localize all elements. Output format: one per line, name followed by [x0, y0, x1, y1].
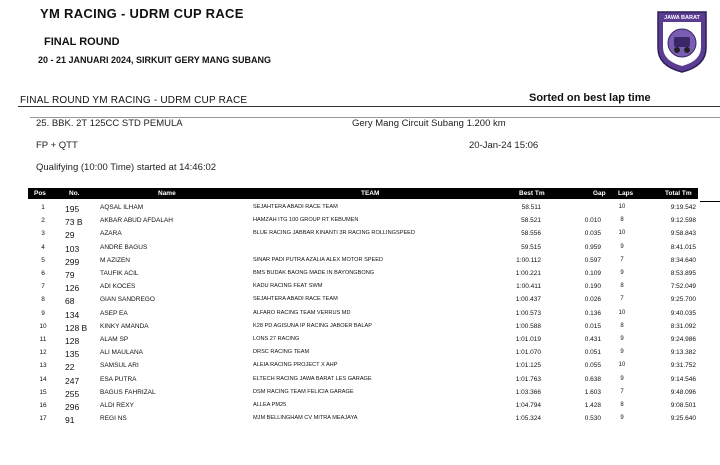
number-cell: 296 — [65, 402, 80, 412]
col-best: Best Tm — [519, 190, 545, 197]
best-time-cell: 1:04.794 — [515, 402, 541, 409]
position-cell: 5 — [41, 256, 45, 264]
rider-name-cell: SAMSUL ARI — [100, 362, 139, 370]
laps-cell: 9 — [620, 349, 624, 356]
laps-cell: 7 — [620, 388, 624, 395]
qualifying-info: Qualifying (10:00 Time) started at 14:46:02 — [36, 162, 217, 173]
number-cell: 126 — [65, 283, 80, 294]
table-row — [28, 320, 698, 333]
best-time-cell: 58.521 — [521, 217, 541, 225]
team-cell: SINAR PADI PUTRA AZALIA ALEX MOTOR SPEED — [253, 256, 384, 263]
table-row — [28, 386, 698, 399]
rider-name-cell: ANDRE BAGUS — [100, 243, 148, 251]
logo-text: JAWA BARAT — [664, 15, 700, 21]
total-time-cell: 9:25.640 — [670, 415, 696, 423]
rider-name-cell: KINKY AMANDA — [100, 322, 149, 330]
table-row — [28, 293, 698, 306]
sort-label: Sorted on best lap time — [529, 92, 651, 104]
laps-cell: 7 — [620, 296, 624, 303]
total-time-cell: 9:24.986 — [670, 336, 696, 343]
total-time-cell: 9:48.096 — [670, 388, 696, 396]
gap-cell: 0.026 — [584, 296, 601, 304]
table-row — [28, 307, 698, 320]
best-time-cell: 1:00.411 — [516, 283, 541, 291]
event-title: YM RACING - UDRM CUP RACE — [40, 6, 244, 21]
event-class: 25. BBK. 2T 125CC STD PEMULA — [36, 118, 183, 129]
col-name: Name — [158, 190, 176, 197]
col-gap: Gap — [593, 190, 606, 197]
number-cell: 68 — [65, 296, 75, 307]
gap-cell: 0.959 — [584, 243, 601, 251]
round-title: FINAL ROUND — [44, 36, 120, 48]
number-cell: 299 — [65, 256, 80, 267]
laps-cell: 9 — [620, 415, 624, 422]
gap-cell: 1.428 — [584, 402, 601, 409]
rider-name-cell: ADI KOCES — [100, 283, 136, 291]
table-row — [28, 346, 698, 359]
team-cell: SEJAHTERA ABADI RACE TEAM — [253, 296, 338, 303]
position-cell: 7 — [41, 283, 45, 291]
position-cell: 1 — [41, 204, 45, 211]
gap-cell: 0.035 — [584, 230, 601, 238]
table-row — [28, 412, 698, 425]
table-row — [28, 359, 698, 372]
number-cell: 91 — [65, 415, 75, 426]
position-cell: 11 — [39, 336, 47, 343]
laps-cell: 8 — [620, 217, 624, 224]
number-cell: 103 — [65, 243, 80, 254]
position-cell: 3 — [41, 230, 45, 238]
rider-name-cell: TAUFIK ACIL — [100, 270, 139, 277]
laps-cell: 9 — [620, 270, 624, 276]
number-cell: 135 — [65, 349, 80, 360]
total-time-cell: 8:31.092 — [670, 322, 696, 330]
gap-cell: 0.136 — [584, 309, 601, 317]
gap-cell: 0.015 — [584, 322, 601, 330]
number-cell: 22 — [65, 362, 75, 373]
best-time-cell: 1:00.112 — [516, 256, 541, 264]
rider-name-cell: ALDI REXY — [100, 402, 134, 409]
number-cell: 128 — [65, 336, 80, 346]
position-cell: 8 — [41, 296, 45, 304]
rider-name-cell: BAGUS FAHRIZAL — [100, 388, 156, 396]
laps-cell: 10 — [618, 362, 626, 369]
number-cell: 79 — [65, 270, 75, 280]
position-cell: 4 — [41, 243, 45, 251]
best-time-cell: 1:01.019 — [515, 336, 541, 343]
team-cell: BMS BUDAK BAONG MADE IN BAYONGBONG — [253, 270, 375, 276]
rider-name-cell: AKBAR ABUD AFDALAH — [100, 217, 173, 225]
team-cell: SEJAHTERA ABADI RACE TEAM — [253, 204, 338, 210]
rider-name-cell: M AZIZEN — [100, 256, 130, 264]
table-header — [28, 188, 698, 199]
laps-cell: 8 — [620, 283, 624, 290]
position-cell: 9 — [41, 309, 45, 317]
table-row — [28, 227, 698, 240]
team-cell: LONS 27 RACING — [253, 336, 300, 342]
best-time-cell: 1:00.221 — [515, 270, 541, 277]
gap-cell: 0.638 — [584, 375, 601, 383]
team-cell: MJM BELLINGHAM CV MITRA MEAJAYA — [253, 415, 358, 422]
total-time-cell: 9:58.843 — [670, 230, 696, 238]
position-cell: 14 — [39, 375, 47, 383]
position-cell: 2 — [41, 217, 45, 225]
rider-name-cell: ESA PUTRA — [100, 375, 137, 383]
gap-cell: 1.603 — [584, 388, 601, 396]
laps-cell: 9 — [620, 336, 624, 342]
header-tail-rule — [700, 201, 720, 202]
rider-name-cell: ALAM SP — [100, 336, 129, 343]
best-time-cell: 1:01.763 — [515, 375, 541, 383]
team-cell: DSM RACING TEAM FELICIA GARAGE — [253, 388, 354, 395]
number-cell: 247 — [65, 375, 80, 386]
rider-name-cell: ALI MAULANA — [100, 349, 143, 357]
position-cell: 10 — [39, 322, 47, 330]
best-time-cell: 58.556 — [521, 230, 541, 238]
team-cell: DRSC RACING TEAM — [253, 349, 310, 356]
total-time-cell: 9:08.501 — [670, 402, 696, 409]
number-cell: 29 — [65, 230, 75, 241]
total-time-cell: 7:52.049 — [670, 283, 696, 291]
gap-cell: 0.051 — [584, 349, 601, 357]
total-time-cell: 9:14.546 — [670, 375, 696, 383]
rider-name-cell: AQSAL ILHAM — [100, 204, 144, 211]
jawa-barat-logo-icon — [654, 8, 710, 74]
best-time-cell: 1:00.437 — [515, 296, 541, 304]
col-team: TEAM — [361, 190, 380, 197]
col-no: No. — [69, 190, 80, 197]
best-time-cell: 58.511 — [521, 204, 541, 211]
rider-name-cell: AZARA — [100, 230, 122, 238]
report-title: FINAL ROUND YM RACING - UDRM CUP RACE — [20, 95, 248, 106]
gap-cell: 0.055 — [584, 362, 601, 370]
table-row — [28, 241, 698, 254]
team-cell: HAMZAH ITG 100 GROUP RT KEBUMEN — [253, 217, 359, 224]
position-cell: 15 — [39, 388, 47, 396]
table-row — [28, 373, 698, 386]
rider-name-cell: REGI NS — [100, 415, 127, 423]
total-time-cell: 9:25.700 — [670, 296, 696, 304]
laps-cell: 10 — [618, 309, 626, 316]
total-time-cell: 8:34.640 — [670, 256, 696, 264]
circuit-name: Gery Mang Circuit Subang 1.200 km — [352, 118, 506, 129]
total-time-cell: 9:13.382 — [670, 349, 696, 357]
position-cell: 17 — [39, 415, 47, 423]
rider-name-cell: ASEP EA — [100, 309, 128, 317]
laps-cell: 10 — [618, 230, 626, 237]
col-laps: Laps — [618, 190, 634, 197]
laps-cell: 8 — [620, 402, 624, 408]
number-cell: 134 — [65, 309, 80, 320]
date-venue: 20 - 21 JANUARI 2024, SIRKUIT GERY MANG SUBANG — [38, 55, 272, 65]
position-cell: 16 — [39, 402, 47, 409]
col-total: Total Tm — [665, 190, 692, 197]
table-row — [28, 333, 698, 346]
best-time-cell: 1:01.125 — [515, 362, 541, 370]
gap-cell: 0.530 — [584, 415, 601, 423]
team-cell: ALLEA PM25 — [253, 402, 287, 408]
best-time-cell: 1:00.573 — [515, 309, 541, 317]
position-cell: 13 — [39, 362, 47, 370]
team-cell: ELTECH RACING JAWA BARAT LES GARAGE — [253, 375, 372, 382]
total-time-cell: 8:41.015 — [670, 243, 696, 251]
best-time-cell: 1:00.588 — [515, 322, 541, 330]
table-row — [28, 399, 698, 412]
laps-cell: 9 — [620, 375, 624, 382]
table-row — [28, 201, 698, 214]
gap-cell: 0.190 — [584, 283, 601, 291]
report-datetime: 20-Jan-24 15:06 — [469, 140, 539, 151]
team-cell: K28 PD AGISUNA IP RACING JABOER BALAP — [253, 322, 372, 329]
laps-cell: 10 — [618, 204, 626, 210]
laps-cell: 8 — [620, 322, 624, 329]
laps-cell: 9 — [620, 243, 624, 250]
session-name: FP + QTT — [36, 140, 78, 151]
total-time-cell: 9:40.035 — [670, 309, 696, 317]
total-time-cell: 8:53.895 — [670, 270, 696, 277]
col-pos: Pos — [34, 190, 46, 197]
best-time-cell: 1:03.366 — [515, 388, 541, 396]
table-row — [28, 214, 698, 227]
number-cell: 195 — [65, 204, 80, 214]
position-cell: 12 — [39, 349, 47, 357]
total-time-cell: 9:31.752 — [670, 362, 696, 370]
team-cell: BLUE RACING JABBAR KINANTI 3R RACING ROLLINGSPEED — [253, 230, 415, 237]
gap-cell: 0.431 — [584, 336, 601, 343]
total-time-cell: 9:12.598 — [670, 217, 696, 225]
number-cell: 255 — [65, 388, 80, 399]
gap-cell: 0.010 — [584, 217, 601, 225]
position-cell: 6 — [41, 270, 45, 277]
best-time-cell: 1:05.324 — [515, 415, 541, 423]
gap-cell: 0.109 — [584, 270, 601, 277]
team-cell: KADU RACING FEAT SWM — [253, 283, 323, 290]
laps-cell: 7 — [620, 256, 624, 263]
table-row — [28, 267, 698, 280]
team-cell: ALFARO RACING TEAM VERRUS MD — [253, 309, 351, 316]
title-rule — [18, 106, 720, 107]
team-cell: ALEIA RACING PROJECT X AHP — [253, 362, 338, 369]
total-time-cell: 9:19.542 — [670, 204, 696, 211]
best-time-cell: 1:01.070 — [515, 349, 541, 357]
number-cell: 73 B — [65, 217, 83, 228]
best-time-cell: 59.515 — [521, 243, 541, 251]
gap-cell: 0.597 — [584, 256, 601, 264]
rider-name-cell: GIAN SANDREGO — [100, 296, 155, 304]
number-cell: 128 B — [65, 322, 88, 333]
table-row — [28, 254, 698, 267]
table-row — [28, 280, 698, 293]
